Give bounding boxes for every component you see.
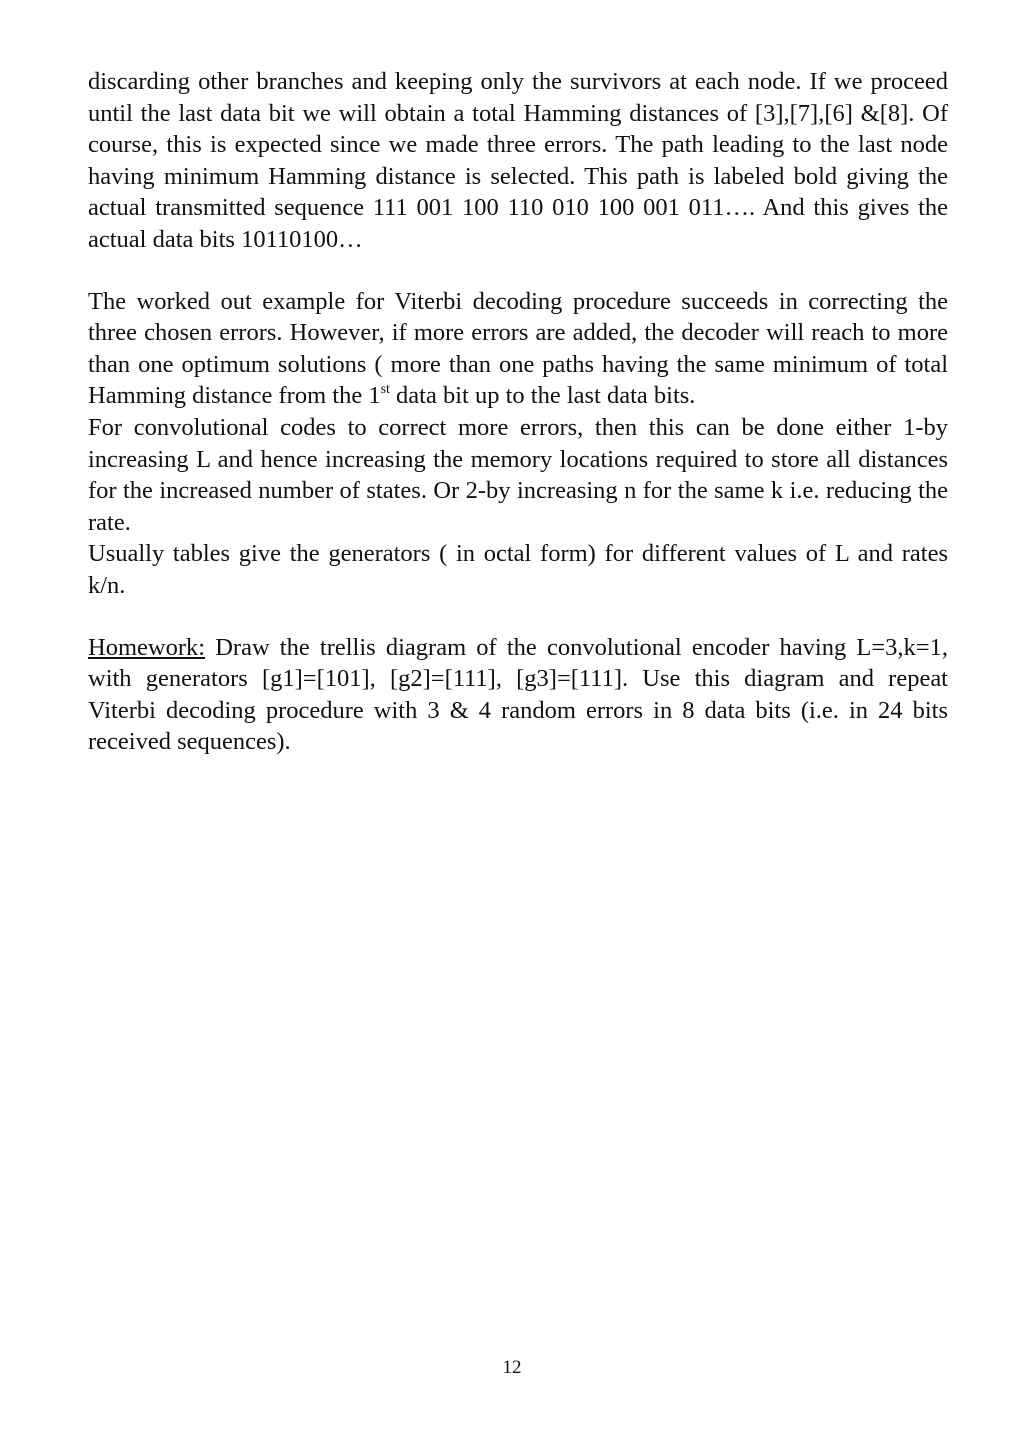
worked-example-text-end: data bit up to the last data bits. <box>389 382 696 410</box>
worked-example-text: The worked out example for Viterbi decoding procedure succeeds in correcting the three chosen errors. However, if more errors are added, the decoder will reach to more than one optimum solutions ( more than one paths having the same minimum of total Hamming distance from the 1 <box>88 287 948 410</box>
paragraph-correct-more-errors: For convolutional codes to correct more errors, then this can be done either 1-by increasing L and hence increasing the memory locations required to store all distances for the increased number of states. Or 2-by increasing n for the same k i.e. reducing the rate. <box>88 413 948 536</box>
homework-paragraph <box>88 632 948 758</box>
paragraph-gap <box>88 602 948 632</box>
paragraph-generator-tables: Usually tables give the generators ( in octal form) for different values of L and rates k/n. <box>88 540 948 599</box>
paragraph-survivors: discarding other branches and keeping only the survivors at each node. If we proceed until the last data bit we will obtain a total Hamming distances of [3],[7],[6] &[8]. Of course, this is expected since we made three errors. The path leading to the last node having minimum Hamming distance is selected. This path is labeled bold giving the actual transmitted sequence 111 001 100 110 010 100 001 011…. And this gives the actual data bits 10110100… <box>88 68 948 253</box>
paragraph-gap <box>88 256 948 286</box>
ordinal-superscript: st <box>380 382 390 398</box>
page-number: 12 <box>502 1357 522 1378</box>
homework-label: Homework: <box>88 633 206 661</box>
homework-text: Draw the trellis diagram of the convolutional encoder having L=3,k=1, with generators [g1]=[101], [g2]=[111], [g3]=[111]. Use this diagram and repeat Viterbi decoding procedure with 3 & 4 random errors in 8 data bits (i.e. in 24 bits received sequences). <box>88 633 948 756</box>
document-body <box>88 66 948 758</box>
paragraph-worked-example <box>88 286 948 412</box>
